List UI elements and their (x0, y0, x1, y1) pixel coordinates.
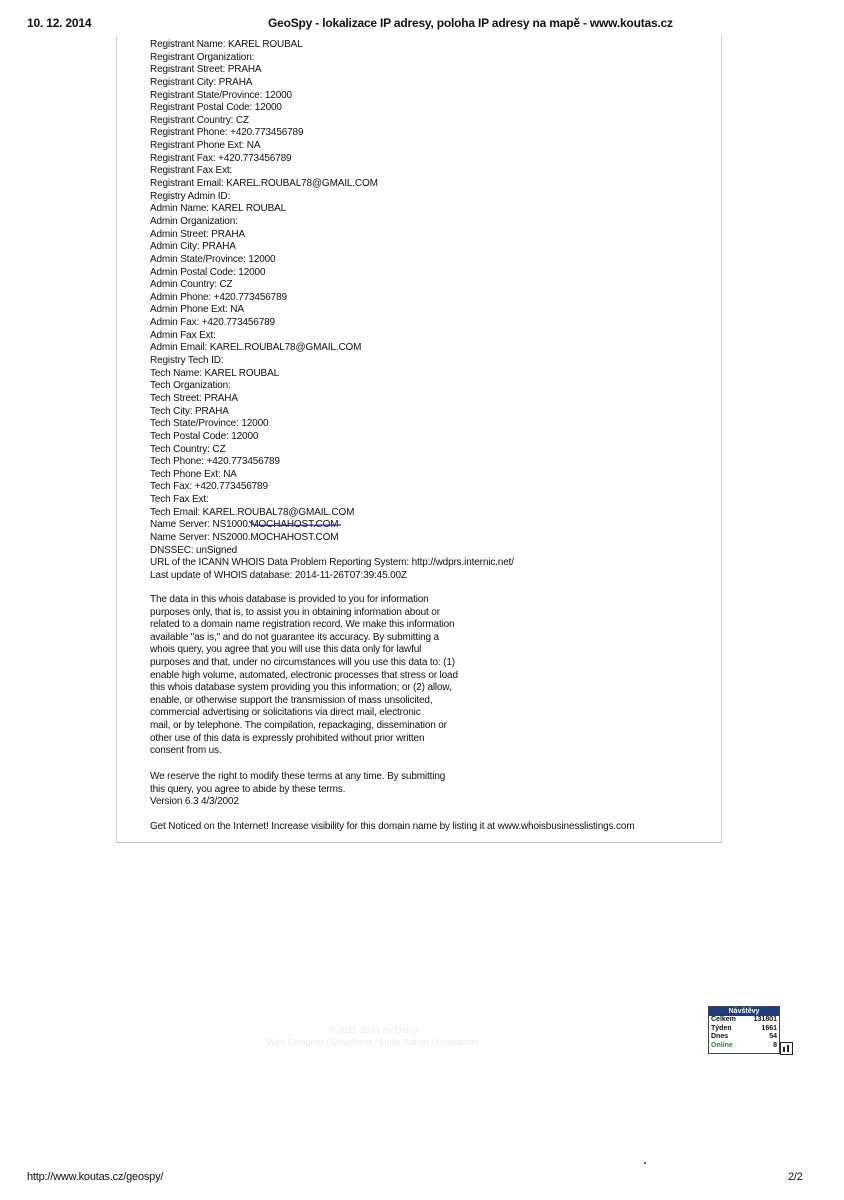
whois-line: Registrant Country: CZ (150, 114, 249, 126)
legal-line: The data in this whois database is provided to you for information (150, 594, 429, 605)
footer-credit-line2: Web Designer / Developer / Linux Admin / Freelancer (266, 1037, 480, 1047)
whois-line: Admin Fax Ext: (150, 329, 216, 341)
visit-counter-value: 8 (773, 1041, 777, 1049)
visit-counter-label: Online (711, 1041, 733, 1049)
whois-line: Registrant Fax Ext: (150, 165, 233, 177)
legal-line: commercial advertising or solicitations via direct mail, electronic (150, 707, 421, 719)
legal-line: consent from us. (150, 745, 222, 757)
whois-line: Registrant City: PRAHA (150, 76, 253, 88)
whois-line: Registrant Fax: +420.773456789 (150, 152, 292, 164)
visit-counter-row (709, 1016, 779, 1025)
page-url: http://www.koutas.cz/geospy/ (27, 1171, 164, 1183)
footer-credit-line1: © 2011-2014 by DaKo (328, 1025, 418, 1035)
whois-line: Tech Phone Ext: NA (150, 468, 237, 480)
terms-line: We reserve the right to modify these terms at any time. By submitting (150, 771, 446, 782)
whois-line: Tech City: PRAHA (150, 405, 229, 417)
visit-counter-label: Týden (711, 1024, 732, 1032)
whois-line: Tech Name: KAREL ROUBAL (150, 367, 280, 379)
whois-terms (150, 771, 480, 809)
whois-line: DNSSEC: unSigned (150, 544, 238, 556)
visit-counter-title: Návštěvy (709, 1007, 779, 1016)
legal-line: whois query, you agree that you will use this data only for lawful (150, 644, 422, 656)
whois-legal-notice (150, 594, 480, 758)
whois-line: Tech Phone: +420.773456789 (150, 456, 280, 468)
legal-line: other use of this data is expressly prohibited without prior written (150, 732, 425, 744)
whois-line: Admin Phone: +420.773456789 (150, 291, 287, 303)
whois-line: Admin Fax: +420.773456789 (150, 317, 275, 329)
whois-line: Admin Organization: (150, 215, 238, 227)
visit-counter-row (709, 1033, 779, 1042)
legal-line: enable high volume, automated, electronic processes that stress or load (150, 669, 458, 681)
stats-chart-icon[interactable] (780, 1042, 793, 1055)
whois-line: Admin Name: KAREL ROUBAL (150, 203, 287, 215)
visit-counter[interactable] (708, 1006, 780, 1054)
legal-line: mail, or by telephone. The compilation, repackaging, dissemination or (150, 719, 447, 731)
whois-line: Last update of WHOIS database: 2014-11-26T07:39:45.00Z (150, 569, 407, 581)
visit-counter-value: 131801 (753, 1016, 777, 1023)
whois-line: Tech Fax: +420.773456789 (150, 481, 268, 493)
whois-line: Tech Email: KAREL.ROUBAL78@GMAIL.COM (150, 506, 355, 518)
whois-line: Admin Street: PRAHA (150, 228, 245, 240)
legal-line: related to a domain name registration record. We make this information (150, 619, 455, 631)
whois-line: Name Server: NS1000.MOCHAHOST.COM (150, 519, 339, 531)
whois-record (150, 39, 690, 583)
whois-line: Admin Postal Code: 12000 (150, 266, 266, 278)
whois-line: URL of the ICANN WHOIS Data Problem Reporting System: http://wdprs.internic.net/ (150, 557, 514, 569)
whois-line: Tech Organization: (150, 380, 231, 392)
whois-line: Registrant Organization: (150, 51, 255, 63)
page-number: 2/2 (788, 1171, 803, 1183)
whois-line: Admin State/Province: 12000 (150, 253, 276, 265)
whois-line: Registry Admin ID: (150, 190, 231, 202)
legal-line: purposes only, that is, to assist you in obtaining information about or (150, 606, 440, 618)
whois-line: Registrant Email: KAREL.ROUBAL78@GMAIL.COM (150, 178, 378, 190)
visit-counter-label: Celkem (711, 1016, 736, 1023)
whois-line: Admin Country: CZ (150, 279, 233, 291)
page-title: GeoSpy - lokalizace IP adresy, poloha IP adresy na mapě - www.koutas.cz (268, 16, 673, 30)
whois-line: Registrant State/Province: 12000 (150, 89, 292, 101)
terms-line: this query, you agree to abide by these terms. (150, 783, 346, 795)
listing-notice: Get Noticed on the Internet! Increase visibility for this domain name by listing it at www.whoisbusinesslistings.com (150, 821, 635, 832)
whois-line: Admin Phone Ext: NA (150, 304, 244, 316)
visit-counter-value: 54 (769, 1033, 777, 1040)
terms-line: Version 6.3 4/3/2002 (150, 796, 239, 808)
visit-counter-label: Dnes (711, 1033, 729, 1040)
visit-counter-row (709, 1042, 779, 1051)
footer-credit (258, 1024, 488, 1048)
legal-line: available "as is," and do not guarantee its accuracy. By submitting a (150, 631, 439, 643)
visit-counter-row (709, 1025, 779, 1034)
whois-line: Registrant Street: PRAHA (150, 64, 262, 76)
whois-line: Registrant Name: KAREL ROUBAL (150, 39, 303, 50)
whois-line: Registrant Postal Code: 12000 (150, 102, 282, 114)
whois-line: Registry Tech ID: (150, 355, 224, 367)
whois-line: Registrant Phone: +420.773456789 (150, 127, 304, 139)
print-date: 10. 12. 2014 (27, 16, 92, 30)
legal-line: enable, or otherwise support the transmission of mass unsolicited, (150, 694, 433, 706)
whois-line: Tech State/Province: 12000 (150, 418, 269, 430)
whois-line: Tech Fax Ext: (150, 494, 209, 506)
whois-line: Registrant Phone Ext: NA (150, 140, 261, 152)
legal-line: purposes and that, under no circumstances will you use this data to: (1) (150, 656, 455, 668)
whois-line: Name Server: NS2000.MOCHAHOST.COM (150, 531, 339, 543)
whois-line: Tech Postal Code: 12000 (150, 430, 259, 442)
whois-line: Admin City: PRAHA (150, 241, 236, 253)
legal-line: this whois database system providing you this information; or (2) allow, (150, 682, 452, 694)
whois-line: Tech Country: CZ (150, 443, 226, 455)
visit-counter-value: 1661 (761, 1024, 777, 1032)
whois-line: Admin Email: KAREL.ROUBAL78@GMAIL.COM (150, 342, 362, 354)
scan-speck (644, 1162, 646, 1164)
whois-line: Tech Street: PRAHA (150, 392, 238, 404)
